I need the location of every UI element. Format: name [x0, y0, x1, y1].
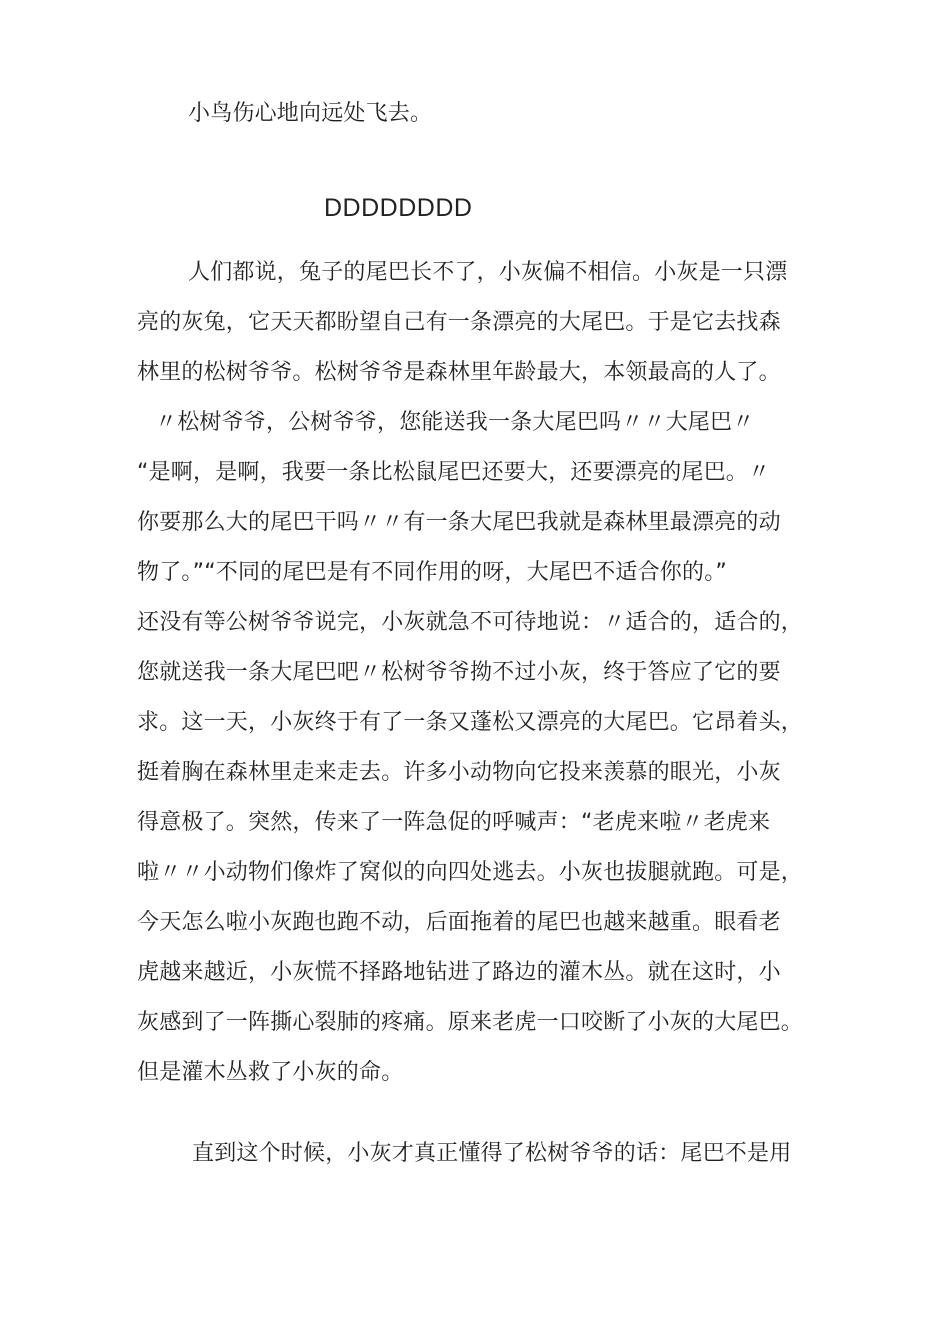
story-line: 您就送我一条大尾巴吧〃松树爷爷拗不过小灰，终于答应了它的要 — [137, 660, 781, 685]
story-line: 你要那么大的尾巴干吗〃〃有一条大尾巴我就是森林里最漂亮的动 — [137, 510, 781, 535]
story-line: 〃松树爷爷，公树爷爷，您能送我一条大尾巴吗〃〃大尾巴〃 — [155, 410, 755, 435]
story-line: 得意极了。突然，传来了一阵急促的呼喊声：“老虎来啦〃老虎来 — [137, 810, 771, 835]
story-line: 亮的灰兔，它天天都盼望自己有一条漂亮的大尾巴。于是它去找森 — [137, 310, 781, 335]
intro-paragraph: 小鸟伤心地向远处飞去。 — [188, 101, 433, 126]
story-line: 还没有等公树爷爷说完，小灰就急不可待地说：〃适合的，适合的， — [137, 610, 804, 635]
story-line: 人们都说，兔子的尾巴长不了，小灰偏不相信。小灰是一只漂 — [188, 260, 788, 285]
section-heading: DDDDDDDD — [324, 194, 473, 222]
story-line: 但是灌木丛救了小灰的命。 — [137, 1060, 404, 1085]
story-line: 灰感到了一阵撕心裂肺的疼痛。原来老虎一口咬断了小灰的大尾巴。 — [137, 1010, 804, 1035]
story-line: 啦〃〃小动物们像炸了窝似的向四处逃去。小灰也拔腿就跑。可是， — [137, 860, 804, 885]
story-line: 林里的松树爷爷。松树爷爷是森林里年龄最大，本领最高的人了。 — [137, 360, 781, 385]
closing-paragraph: 直到这个时候，小灰才真正懂得了松树爷爷的话：尾巴不是用 — [192, 1141, 792, 1166]
story-line: 挺着胸在森林里走来走去。许多小动物向它投来羡慕的眼光，小灰 — [137, 760, 781, 785]
story-line: 今天怎么啦小灰跑也跑不动，后面拖着的尾巴也越来越重。眼看老 — [137, 910, 781, 935]
story-line: 物了。”“不同的尾巴是有不同作用的呀，大尾巴不适合你的。” — [137, 560, 727, 585]
story-line: 虎越来越近，小灰慌不择路地钻进了路边的灌木丛。就在这时，小 — [137, 960, 781, 985]
story-line: 求。这一天，小灰终于有了一条又蓬松又漂亮的大尾巴。它昂着头， — [137, 710, 804, 735]
story-line: “是啊，是啊，我要一条比松鼠尾巴还要大，还要漂亮的尾巴。〃 — [137, 460, 771, 485]
